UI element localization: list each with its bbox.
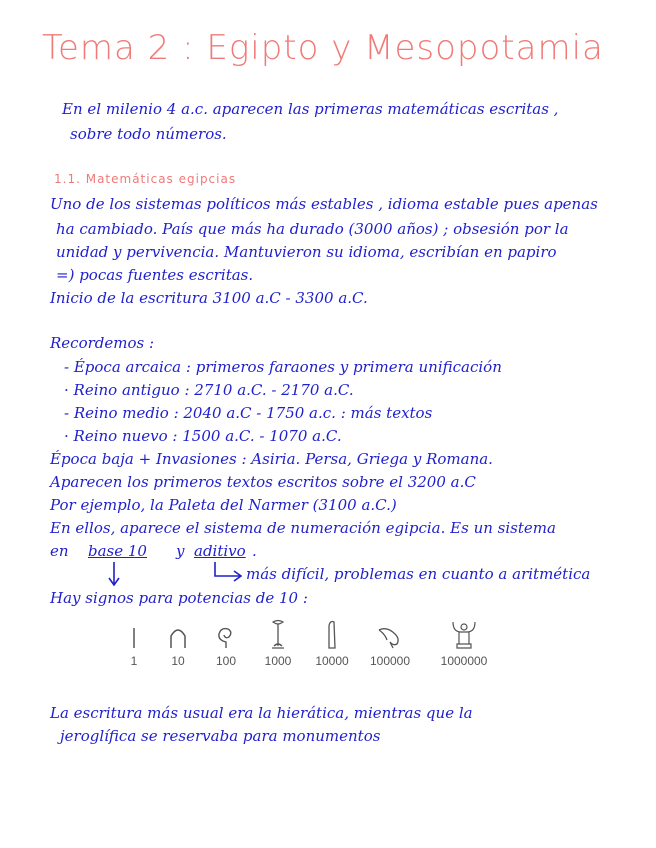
glyph-10: 10	[150, 618, 206, 668]
heel-bone-icon	[166, 622, 190, 652]
glyph-100000: 100000	[362, 618, 418, 668]
arrows-drawing	[100, 560, 250, 588]
body2-line-3: Por ejemplo, la Paleta del Narmer (3100 a.C.)	[50, 496, 397, 514]
body1-line-5: Inicio de la escritura 3100 a.C - 3300 a.C.	[50, 289, 368, 307]
lotus-icon	[266, 618, 290, 652]
coil-rope-icon	[214, 622, 238, 652]
intro-line-2: sobre todo números.	[70, 125, 227, 143]
glyph-10000: 10000	[304, 618, 360, 668]
section-heading: 1.1. Matemáticas egipcias	[54, 172, 237, 186]
body1-line-1: Uno de los sistemas políticos más estables , idioma estable pues apenas	[50, 195, 598, 213]
recordemos-heading: Recordemos :	[50, 334, 155, 352]
body1-line-2: ha cambiado. País que más ha durado (3000 años) ; obsesión por la	[56, 220, 569, 238]
base-10-term: base 10	[88, 542, 147, 560]
body1-line-4: =) pocas fuentes escritas.	[56, 266, 254, 284]
body2-line-2: Aparecen los primeros textos escritos sobre el 3200 a.C	[50, 473, 476, 491]
intro-line-1: En el milenio 4 a.c. aparecen las primeras matemáticas escritas ,	[62, 100, 559, 118]
body2-line-4: En ellos, aparece el sistema de numeración egipcia. Es un sistema	[50, 519, 556, 537]
closing-line-2: jeroglífica se reservaba para monumentos	[60, 727, 381, 745]
additive-term: aditivo	[194, 542, 246, 560]
period-item: - Reino medio : 2040 a.C - 1750 a.c. : más textos	[64, 404, 433, 422]
glyph-1: 1	[106, 618, 162, 668]
period-item: - Época arcaica : primeros faraones y primera unificación	[64, 358, 502, 376]
closing-line-1: La escritura más usual era la hierática, mientras que la	[50, 704, 473, 722]
body1-line-3: unidad y pervivencia. Mantuvieron su idioma, escribían en papiro	[56, 243, 557, 261]
glyph-1000000: 1000000	[436, 618, 492, 668]
page-title: Tema 2 : Egipto y Mesopotamia	[42, 28, 604, 68]
finger-icon	[320, 618, 344, 652]
period-item: · Reino nuevo : 1500 a.C. - 1070 a.C.	[64, 427, 342, 445]
glyph-1000: 1000	[250, 618, 306, 668]
hieroglyph-row	[120, 618, 510, 678]
glyph-100: 100	[198, 618, 254, 668]
base-line-connector: y	[176, 542, 185, 560]
body2-line-1: Época baja + Invasiones : Asiria. Persa, Griega y Romana.	[50, 450, 493, 468]
powers-intro: Hay signos para potencias de 10 :	[50, 589, 308, 607]
arrow-note: más difícil, problemas en cuanto a aritmética	[246, 565, 591, 583]
stroke-icon	[124, 622, 144, 652]
heh-god-icon	[449, 618, 479, 652]
base-line-prefix: en	[50, 542, 69, 560]
period-item: · Reino antiguo : 2710 a.C. - 2170 a.C.	[64, 381, 354, 399]
tadpole-icon	[375, 622, 405, 652]
base-line-suffix: .	[252, 542, 257, 560]
